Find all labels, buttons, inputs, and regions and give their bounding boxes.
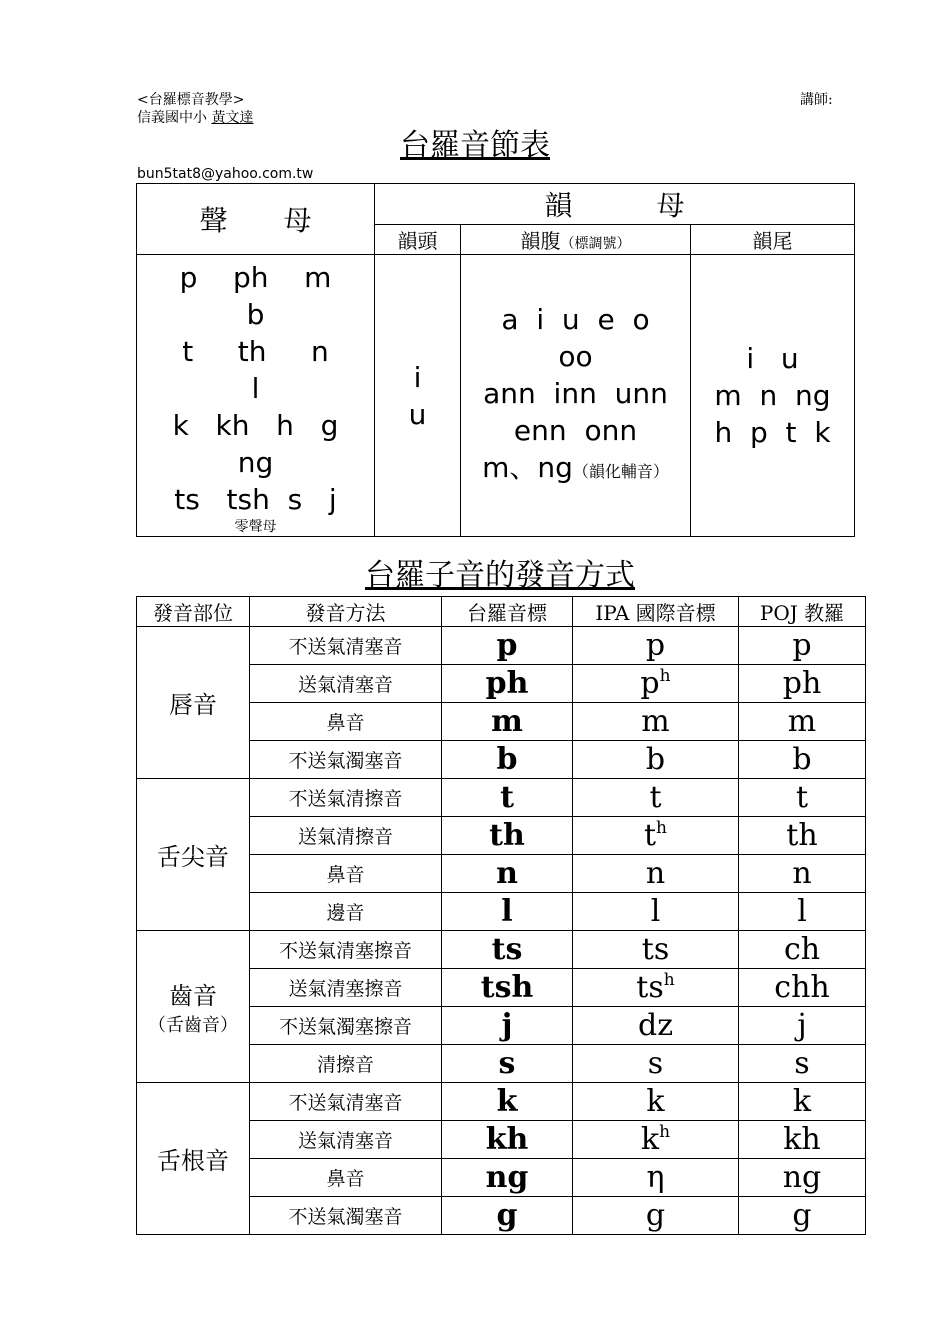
column-header: 發音方法 [250,597,442,627]
method-cell [250,931,442,969]
ipa-cell-text: p [645,628,666,663]
method-cell [250,741,442,779]
aspiration-mark: h [656,818,667,838]
medial-header: 韻頭 [375,225,461,255]
poj-cell-text: ch [783,932,821,967]
ipa-cell-text: ts [636,970,664,1005]
method-cell [250,969,442,1007]
tailo-cell [442,1159,573,1197]
initials-line: k kh h g [172,409,339,442]
ipa-cell [573,1007,739,1045]
email-address: bun5tat8@yahoo.com.tw [137,166,314,182]
poj-cell-text: k [792,1084,812,1119]
tailo-cell-text: p [496,628,518,663]
poj-cell [739,1007,866,1045]
tailo-cell-text: ts [491,932,523,967]
ipa-cell [573,703,739,741]
ipa-cell-text: η [646,1160,665,1195]
poj-cell [739,931,866,969]
poj-cell-text: t [795,780,809,815]
poj-cell [739,703,866,741]
initials-line: t th n [182,335,329,368]
nucleus-line [465,449,686,490]
method-cell [250,627,442,665]
syllabic-consonants: m、ng [482,451,573,484]
course-title: <台羅標音教學> [137,92,245,108]
method-cell-text: 清擦音 [316,1054,374,1076]
poj-cell-text: g [792,1198,812,1233]
initials-line: l [251,372,260,405]
nucleus-header-note: （標調號） [560,236,631,252]
tailo-cell-text: n [496,856,518,891]
ipa-cell-text: l [650,894,661,929]
ipa-cell [573,741,739,779]
tailo-cell-text: m [491,704,523,739]
coda-line: h p t k [714,416,831,449]
poj-cell [739,893,866,931]
tailo-cell-text: s [498,1046,516,1081]
nucleus-line: a i u e o [501,303,650,336]
ipa-cell [573,969,739,1007]
tailo-cell [442,627,573,665]
consonant-table-body [137,627,866,1235]
poj-cell-text: kh [783,1122,821,1157]
ipa-cell-text: k [646,1084,665,1119]
poj-cell-text: b [792,742,812,777]
tailo-cell [442,1197,573,1235]
place-cell [137,627,250,779]
method-cell-text: 不送氣濁塞音 [288,750,403,772]
method-cell [250,1045,442,1083]
tailo-cell [442,969,573,1007]
poj-cell [739,1121,866,1159]
place-label: 舌根音 [157,1147,229,1175]
ipa-cell-text: p [640,666,660,701]
column-header: 發音部位 [137,597,250,627]
place-label: 舌尖音 [157,843,229,871]
syllable-table [136,183,855,537]
ipa-cell [573,1045,739,1083]
method-cell-text: 送氣清塞音 [297,674,393,696]
tailo-cell [442,741,573,779]
tailo-cell [442,855,573,893]
ipa-cell [573,1083,739,1121]
tailo-cell-text: ng [485,1160,529,1195]
tailo-cell-text: k [496,1084,518,1119]
method-cell-text: 鼻音 [326,864,365,886]
method-cell-text: 不送氣濁塞音 [288,1206,403,1228]
nucleus-line: oo [558,340,593,373]
medials-cell [375,255,461,537]
method-cell [250,703,442,741]
ipa-cell-text: ts [641,932,670,967]
header-block [137,91,253,127]
method-cell [250,665,442,703]
method-cell [250,817,442,855]
table-row [137,627,866,665]
tailo-cell [442,779,573,817]
poj-cell-text: ng [782,1160,822,1195]
table-row [137,779,866,817]
ipa-cell [573,1121,739,1159]
tailo-cell [442,1007,573,1045]
poj-cell-text: m [787,704,817,739]
table-row [137,1083,866,1121]
teacher-name: 黃文達 [211,110,254,126]
tailo-cell [442,665,573,703]
initials-line: ts tsh s j [174,483,337,516]
method-cell [250,779,442,817]
poj-cell [739,817,866,855]
poj-cell [739,1159,866,1197]
place-label: 齒音 [169,982,217,1010]
consonant-table [136,596,866,1235]
initials-line: ng [237,446,274,479]
method-cell-text: 送氣清塞擦音 [288,978,403,1000]
ipa-cell [573,779,739,817]
tailo-cell-text: g [496,1198,518,1233]
ipa-cell-text: b [645,742,666,777]
ipa-cell-text: m [641,704,670,739]
syllable-table-title: 台羅音節表 [400,128,550,163]
ipa-cell [573,817,739,855]
tailo-cell [442,1121,573,1159]
syllabic-note: （韻化輔音） [572,462,669,481]
method-cell-text: 邊音 [326,902,365,924]
method-cell-text: 送氣清擦音 [297,826,393,848]
place-note: （舌齒音） [148,1015,238,1036]
nucleus-line: enn onn [513,414,638,447]
place-cell [137,931,250,1083]
school-name: 信義國中小 [137,110,207,126]
nucleus-cell [461,255,691,537]
tailo-cell-text: j [501,1008,513,1043]
poj-cell [739,1197,866,1235]
place-cell [137,779,250,931]
instructor-label: 講師: [800,92,833,108]
nucleus-line: ann inn unn [483,377,668,410]
coda-header: 韻尾 [691,225,855,255]
method-cell-text: 不送氣清塞音 [288,636,403,658]
table-row [137,931,866,969]
tailo-cell [442,893,573,931]
method-cell [250,855,442,893]
coda-line: m n ng [714,379,831,412]
tailo-cell [442,817,573,855]
coda-line: i u [746,342,799,375]
method-cell [250,1083,442,1121]
poj-cell-text: j [797,1008,807,1043]
poj-cell [739,1083,866,1121]
codas-cell [691,255,855,537]
poj-cell-text: ph [782,666,822,701]
place-cell [137,1083,250,1235]
place-label: 唇音 [169,691,217,719]
zero-initial-note: 零聲母 [234,519,277,535]
ipa-cell [573,665,739,703]
ipa-cell-text: g [645,1198,666,1233]
poj-cell [739,665,866,703]
tailo-cell [442,703,573,741]
poj-cell-text: th [786,818,818,853]
method-cell-text: 鼻音 [326,712,365,734]
poj-cell [739,779,866,817]
tailo-cell-text: b [496,742,518,777]
aspiration-mark: h [659,1122,671,1142]
poj-cell [739,969,866,1007]
ipa-cell-text: t [649,780,662,815]
method-cell [250,1159,442,1197]
initials-cell [137,255,375,537]
poj-cell [739,855,866,893]
poj-cell-text: n [792,856,812,891]
poj-cell-text: p [792,628,812,663]
tailo-cell-text: th [489,818,525,853]
initials-line: b [246,298,265,331]
tailo-cell-text: t [500,780,514,815]
aspiration-mark: h [659,666,671,686]
medial-line: u [408,397,427,431]
poj-cell-text: l [797,894,807,929]
ipa-cell [573,893,739,931]
method-cell [250,1197,442,1235]
ipa-cell-text: s [647,1046,664,1081]
school-line [137,109,253,127]
tailo-cell [442,931,573,969]
method-cell [250,893,442,931]
ipa-cell-text: t [643,818,657,853]
nucleus-header [461,225,691,255]
aspiration-mark: h [663,970,675,990]
ipa-cell [573,1159,739,1197]
tailo-cell-text: kh [485,1122,529,1157]
poj-cell-text: chh [774,970,830,1005]
column-header: IPA 國際音標 [573,597,739,627]
ipa-cell [573,1197,739,1235]
consonant-table-title: 台羅子音的發音方式 [365,558,635,593]
ipa-cell-text: dz [637,1008,673,1043]
initials-line: p ph m [179,261,332,294]
column-header: 台羅音標 [442,597,573,627]
method-cell [250,1007,442,1045]
tailo-cell-text: ph [485,666,529,701]
tailo-cell-text: l [501,894,513,929]
medial-line: i [413,360,422,394]
method-cell-text: 不送氣清塞擦音 [278,940,412,962]
finals-header: 韻 母 [375,184,855,225]
ipa-cell-text: k [640,1122,660,1157]
method-cell-text: 送氣清塞音 [297,1130,393,1152]
method-cell-text: 不送氣清塞音 [288,1092,403,1114]
poj-cell-text: s [794,1046,810,1081]
tailo-cell [442,1045,573,1083]
poj-cell [739,1045,866,1083]
ipa-cell [573,627,739,665]
method-cell-text: 不送氣清擦音 [288,788,403,810]
poj-cell [739,741,866,779]
tailo-cell [442,1083,573,1121]
method-cell [250,1121,442,1159]
ipa-cell-text: n [645,856,666,891]
poj-cell [739,627,866,665]
method-cell-text: 不送氣濁塞擦音 [278,1016,412,1038]
ipa-cell [573,855,739,893]
method-cell-text: 鼻音 [326,1168,365,1190]
ipa-cell [573,931,739,969]
column-header: POJ 教羅 [739,597,866,627]
nucleus-header-label: 韻腹 [520,229,561,253]
tailo-cell-text: tsh [480,970,534,1005]
initials-header: 聲 母 [137,184,375,255]
